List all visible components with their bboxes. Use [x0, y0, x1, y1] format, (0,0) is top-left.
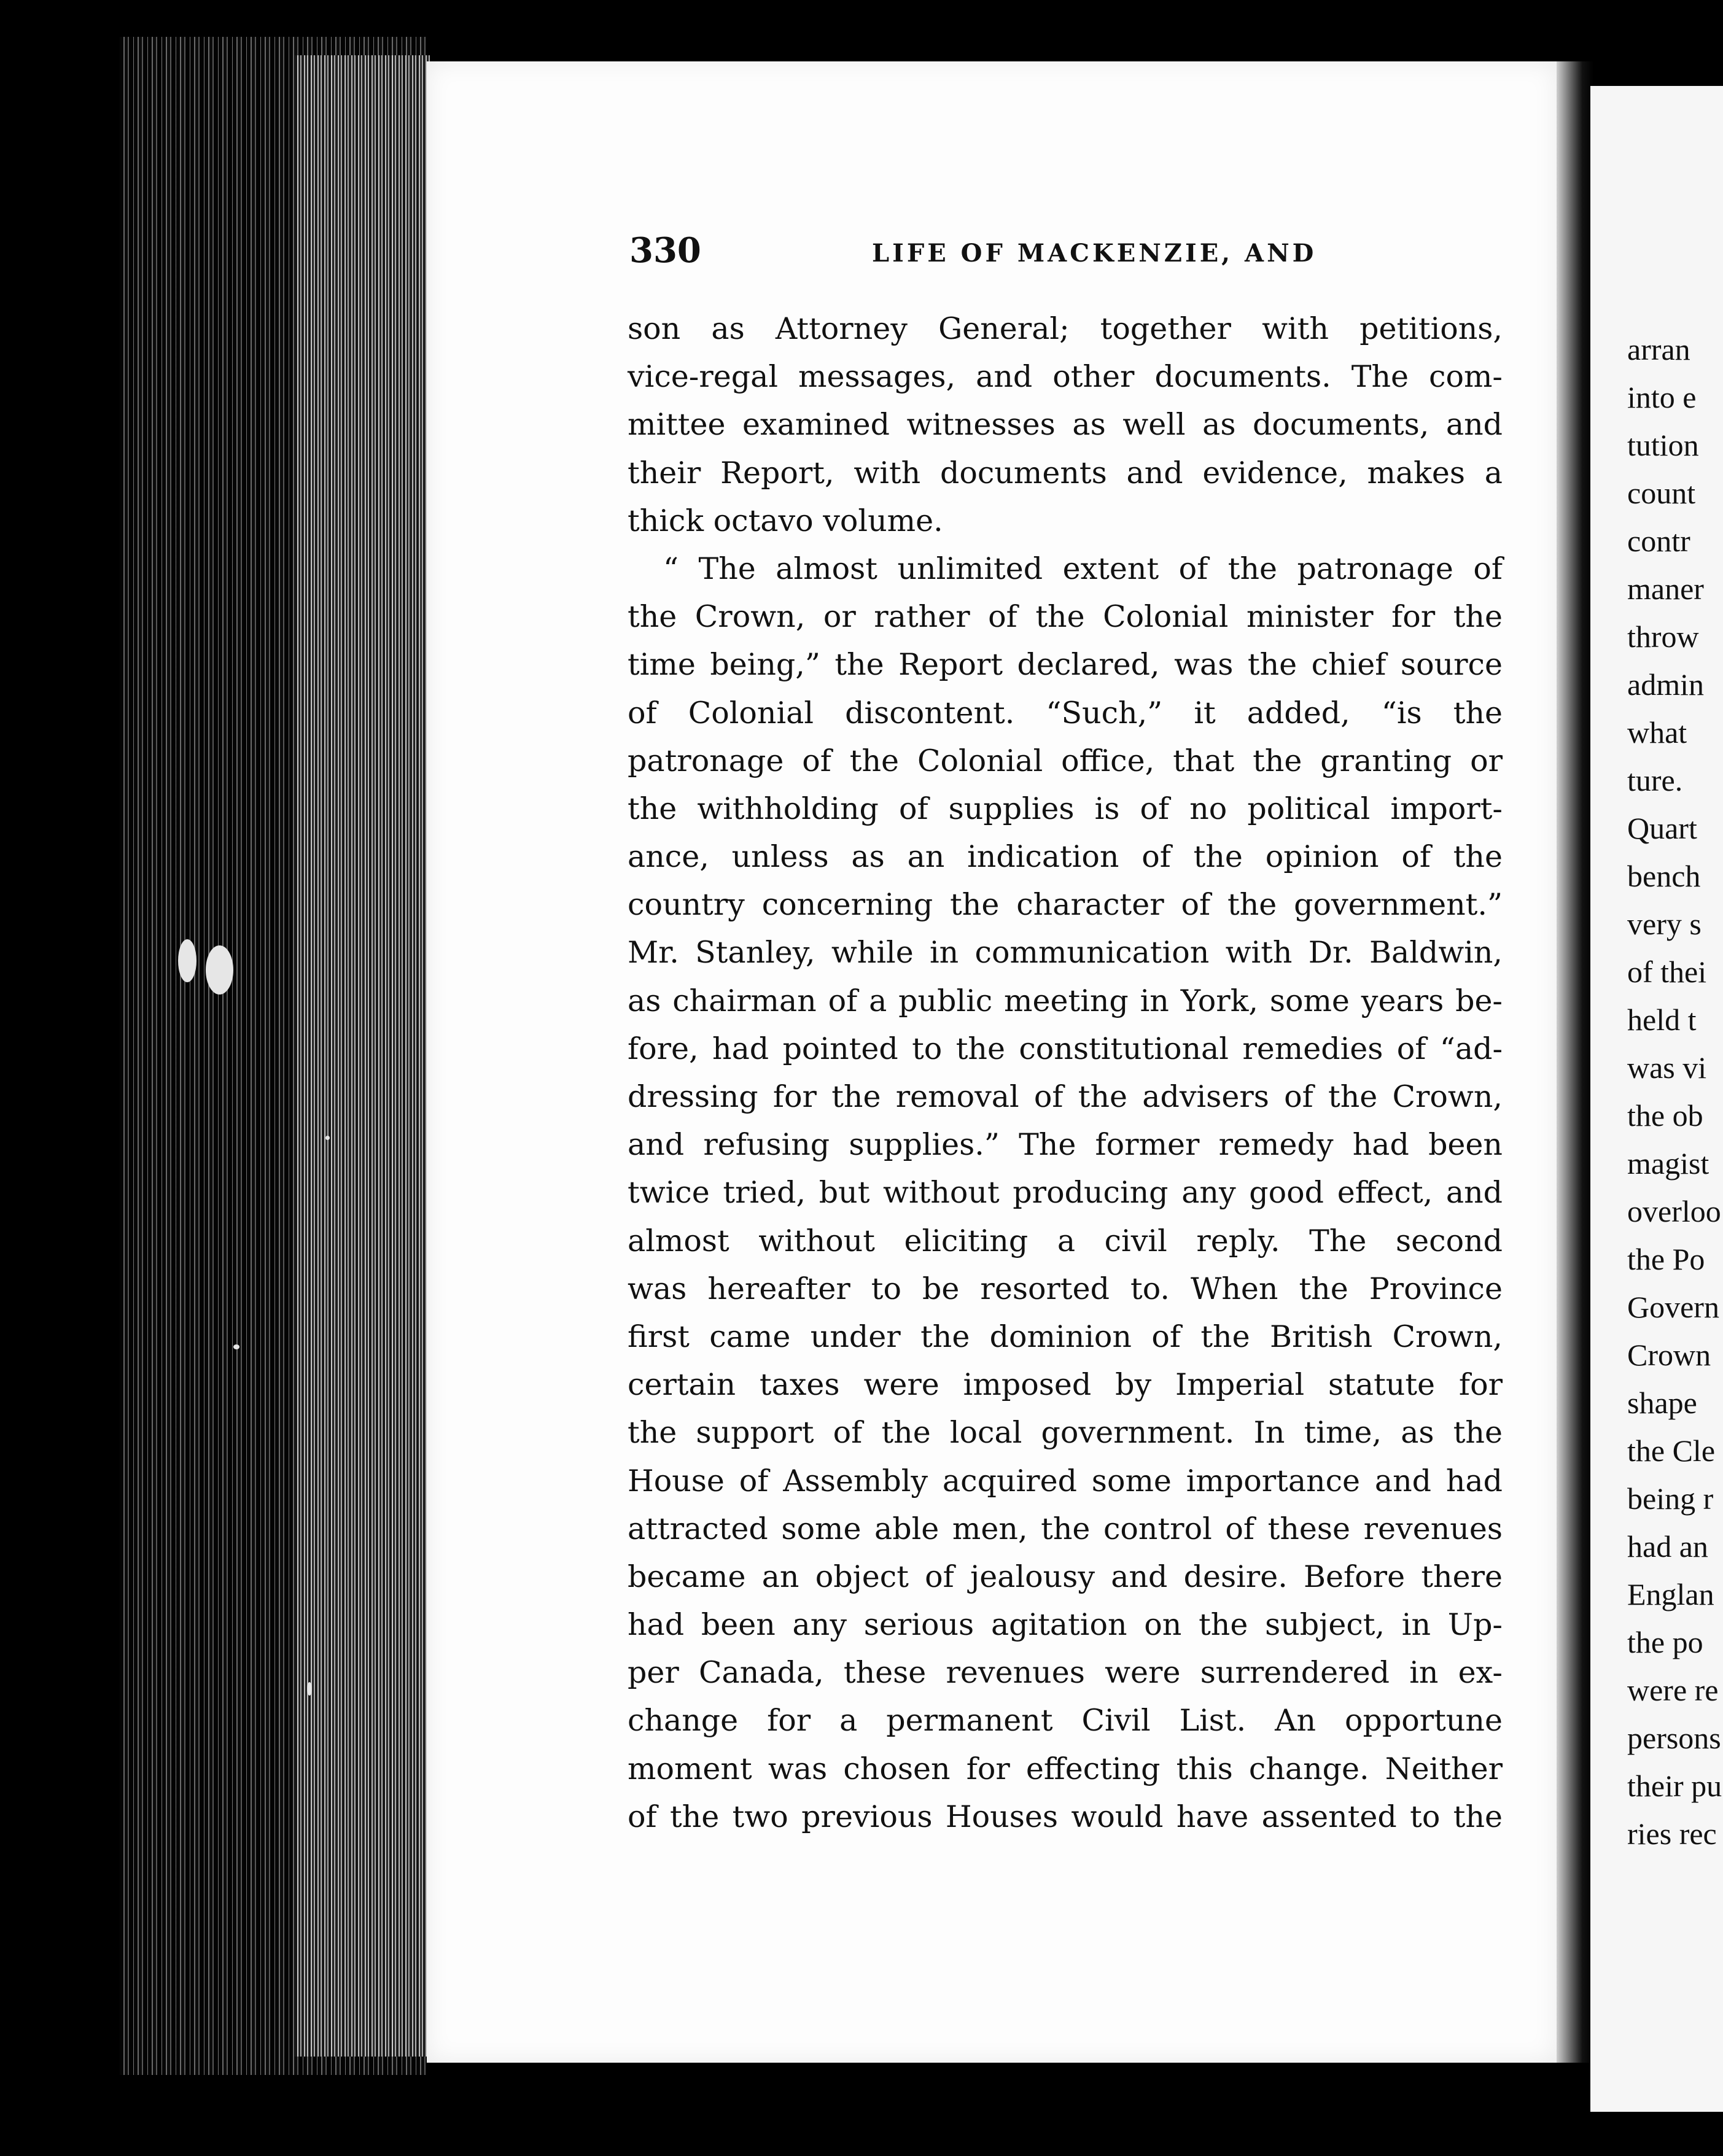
- facing-page-fragment: held t: [1627, 1002, 1697, 1037]
- text-line: thick octavo volume.: [628, 503, 943, 538]
- facing-page-fragment: admin: [1627, 667, 1704, 702]
- facing-page-fragment: count: [1627, 476, 1696, 510]
- text-line: the withholding of supplies is of no political import-: [628, 791, 1503, 826]
- text-line: Mr. Stanley, while in communication with Dr. Baldwin,: [628, 935, 1503, 971]
- text-line: per Canada, these revenues were surrendered in ex-: [628, 1655, 1503, 1691]
- facing-page-fragment: Govern: [1627, 1290, 1719, 1324]
- facing-page-fragment: Englan: [1627, 1577, 1714, 1611]
- running-head: LIFE OF MACKENZIE, AND: [872, 239, 1317, 268]
- facing-page-fragment: maner: [1627, 572, 1704, 606]
- dust-speck: [206, 945, 233, 995]
- text-line: almost without eliciting a civil reply. The second: [628, 1223, 1503, 1258]
- text-line: son as Attorney General; together with petitions,: [628, 311, 1503, 346]
- text-line: time being,” the Report declared, was the chief source: [628, 647, 1503, 683]
- text-line: patronage of the Colonial office, that the granting or: [628, 743, 1503, 778]
- facing-page-fragment: had an: [1627, 1529, 1708, 1564]
- text-line: the Crown, or rather of the Colonial minister for the: [628, 599, 1503, 635]
- facing-page-fragment: the Po: [1627, 1242, 1705, 1276]
- body-text: [628, 305, 1503, 1841]
- page-edges-inner: [295, 55, 430, 2057]
- text-line: as chairman of a public meeting in York, some years be-: [628, 983, 1503, 1018]
- text-line: first came under the dominion of the British Crown,: [628, 1319, 1503, 1354]
- dust-speck: [325, 1136, 330, 1140]
- text-line: attracted some able men, the control of these revenues: [628, 1511, 1503, 1546]
- facing-page-fragment: of thei: [1627, 955, 1707, 989]
- gutter-shadow: [1557, 61, 1593, 2063]
- text-line: certain taxes were imposed by Imperial statute for: [628, 1367, 1503, 1403]
- dust-speck: [178, 939, 196, 982]
- text-line: change for a permanent Civil List. An opportune: [628, 1703, 1503, 1739]
- dust-speck: [233, 1344, 239, 1349]
- facing-page-fragment: persons: [1627, 1721, 1721, 1755]
- facing-page-fragment: overloo: [1627, 1194, 1721, 1228]
- text-line: was hereafter to be resorted to. When the Province: [628, 1271, 1503, 1306]
- facing-page-fragment: being r: [1627, 1481, 1714, 1516]
- text-line: moment was chosen for effecting this change. Neither: [628, 1751, 1503, 1786]
- facing-page-fragment: Crown: [1627, 1338, 1711, 1372]
- page-header: [629, 230, 1501, 279]
- facing-page-fragment: was vi: [1627, 1050, 1707, 1085]
- facing-page-fragment: arran: [1627, 332, 1690, 366]
- facing-page-fragment: their pu: [1627, 1769, 1722, 1803]
- text-line: dressing for the removal of the advisers of the Crown,: [628, 1079, 1503, 1114]
- text-line: mittee examined witnesses as well as documents, and: [628, 407, 1503, 443]
- facing-page-fragment: tution: [1627, 428, 1699, 462]
- facing-page-fragment: the Cle: [1627, 1433, 1716, 1468]
- facing-page-fragment: magist: [1627, 1146, 1709, 1181]
- facing-page-fragment: the ob: [1627, 1098, 1703, 1133]
- facing-page-fragment: contr: [1627, 524, 1690, 558]
- text-line: became an object of jealousy and desire. Before there: [628, 1559, 1503, 1594]
- facing-page-fragment: what: [1627, 715, 1687, 750]
- text-line: and refusing supplies.” The former remedy had been: [628, 1127, 1503, 1163]
- text-line: twice tried, but without producing any good effect, and: [628, 1175, 1503, 1211]
- text-line: country concerning the character of the government.”: [628, 887, 1503, 923]
- facing-page-fragment: throw: [1627, 619, 1699, 654]
- facing-page-fragment: shape: [1627, 1386, 1697, 1420]
- text-line: House of Assembly acquired some importance and had: [628, 1463, 1503, 1499]
- facing-page-fragment: Quart: [1627, 811, 1697, 845]
- text-line: the support of the local government. In time, as the: [628, 1415, 1503, 1451]
- facing-page-fragment: bench: [1627, 859, 1701, 893]
- facing-page: [1590, 86, 1723, 2112]
- facing-page-fragment: into e: [1627, 380, 1697, 414]
- text-line: had been any serious agitation on the subject, in Up-: [628, 1607, 1503, 1643]
- dust-speck: [307, 1682, 312, 1696]
- text-line: fore, had pointed to the constitutional remedies of “ad-: [628, 1031, 1503, 1066]
- facing-page-fragment: ries rec: [1627, 1817, 1717, 1851]
- text-line: “ The almost unlimited extent of the patronage of: [663, 551, 1503, 586]
- facing-page-fragment: ture.: [1627, 763, 1683, 797]
- text-line: their Report, with documents and evidence, makes a: [628, 455, 1503, 491]
- facing-page-fragment: were re: [1627, 1673, 1719, 1707]
- text-line: ance, unless as an indication of the opinion of the: [628, 839, 1503, 875]
- facing-page-fragment: the po: [1627, 1625, 1703, 1659]
- text-line: vice-regal messages, and other documents. The com-: [628, 359, 1503, 395]
- text-line: of Colonial discontent. “Such,” it added, “is the: [628, 695, 1503, 731]
- page-number: 330: [629, 230, 701, 271]
- facing-page-fragment: very s: [1627, 907, 1702, 941]
- text-line: of the two previous Houses would have assented to the: [628, 1799, 1503, 1834]
